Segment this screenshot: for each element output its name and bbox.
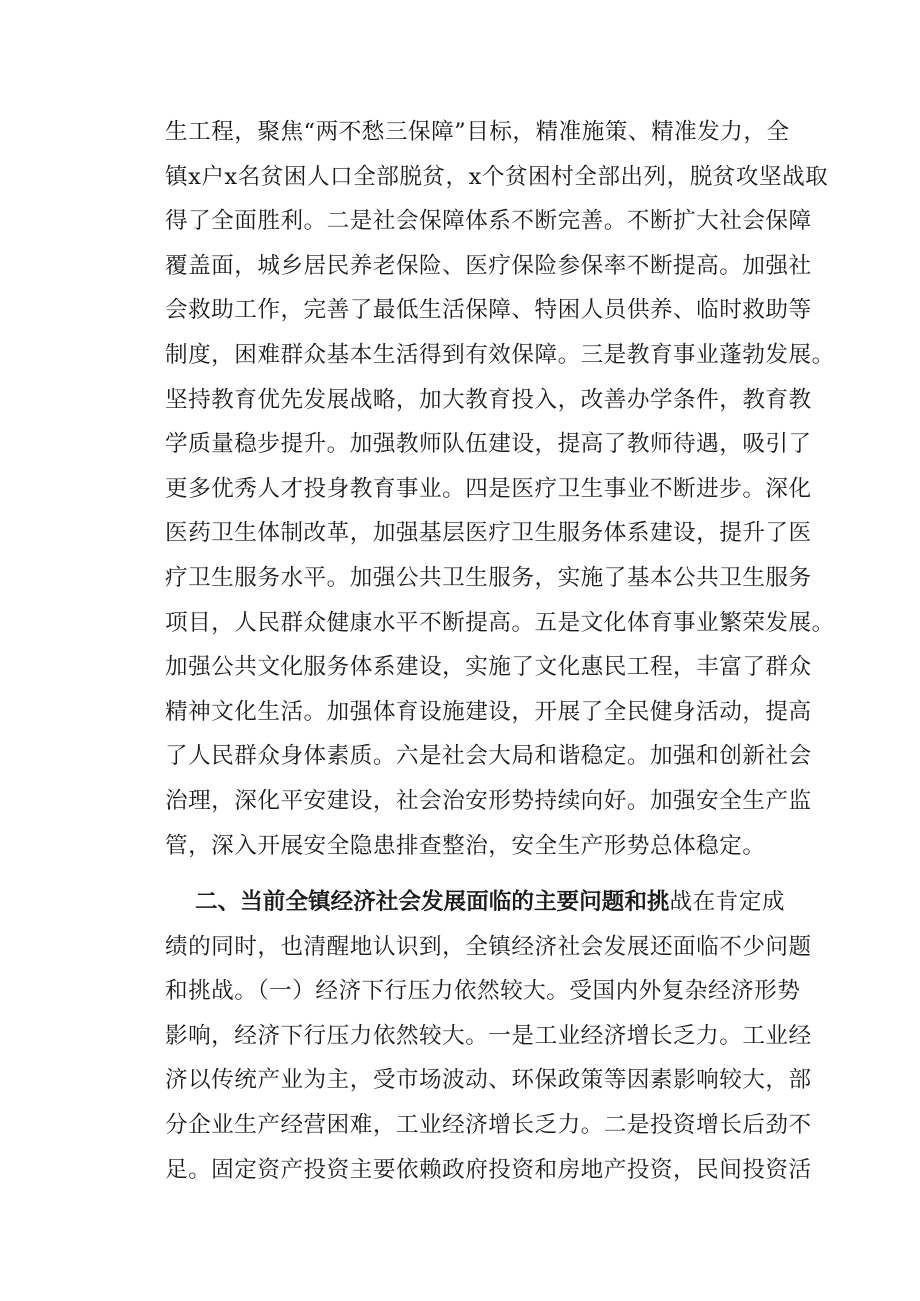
text-line: 医药卫生体制改革，加强基层医疗卫生服务体系建设，提升了医 <box>165 520 812 547</box>
text-line: 覆盖面，城乡居民养老保险、医疗保险参保率不断提高。加强社 <box>165 252 812 279</box>
text-line: 会救助工作，完善了最低生活保障、特困人员供养、临时救助等 <box>165 297 812 324</box>
text-line: 坚持教育优先发展战略，加大教育投入，改善办学条件，教育教 <box>165 386 812 413</box>
text-line: 生工程，聚焦“两不愁三保障”目标，精准施策、精准发力，全 <box>165 119 790 145</box>
text-line: 得了全面胜利。二是社会保障体系不断完善。不断扩大社会保障 <box>165 208 812 235</box>
section-heading-line <box>165 880 785 925</box>
text-line: 疗卫生服务水平。加强公共卫生服务，实施了基本公共卫生服务 <box>165 564 812 591</box>
paragraph-social-progress <box>165 110 835 868</box>
text-line: 影响，经济下行压力依然较大。一是工业经济增长乏力。工业经 <box>165 1022 812 1049</box>
document-body <box>165 110 835 1192</box>
paragraph-gap <box>165 868 785 880</box>
section-heading: 二、当前全镇经济社会发展面临的主要问题和挑 <box>195 889 670 916</box>
text-line: 更多优秀人才投身教育事业。四是医疗卫生事业不断进步。深化 <box>165 475 812 502</box>
text-line: 制度，困难群众基本生活得到有效保障。三是教育事业蓬勃发展。 <box>165 341 835 368</box>
text-line: 镇x户x名贫困人口全部脱贫，x个贫困村全部出列，脱贫攻坚战取 <box>165 163 829 190</box>
text-line: 和挑战。（一）经济下行压力依然较大。受国内外复杂经济形势 <box>165 978 801 1005</box>
heading-tail-text: 战在肯定成 <box>669 889 786 916</box>
text-line: 精神文化生活。加强体育设施建设，开展了全民健身活动，提高 <box>165 698 812 725</box>
text-line: 分企业生产经营困难，工业经济增长乏力。二是投资增长后劲不 <box>165 1112 812 1139</box>
text-line: 学质量稳步提升。加强教师队伍建设，提高了教师待遇，吸引了 <box>165 431 812 458</box>
text-line: 足。固定资产投资主要依赖政府投资和房地产投资，民间投资活 <box>165 1156 812 1183</box>
text-line: 治理，深化平安建设，社会治安形势持续向好。加强安全生产监 <box>165 787 812 814</box>
text-line: 济以传统产业为主，受市场波动、环保政策等因素影响较大，部 <box>165 1067 812 1094</box>
text-line: 绩的同时，也清醒地认识到，全镇经济社会发展还面临不少问题 <box>165 933 812 960</box>
text-line: 加强公共文化服务体系建设，实施了文化惠民工程，丰富了群众 <box>165 654 812 681</box>
text-line: 了人民群众身体素质。六是社会大局和谐稳定。加强和创新社会 <box>165 743 812 770</box>
text-line: 项目，人民群众健康水平不断提高。五是文化体育事业繁荣发展。 <box>165 609 835 636</box>
text-line: 管，深入开展安全隐患排查整治，安全生产形势总体稳定。 <box>165 832 766 859</box>
paragraph-problems-challenges <box>165 880 812 1192</box>
